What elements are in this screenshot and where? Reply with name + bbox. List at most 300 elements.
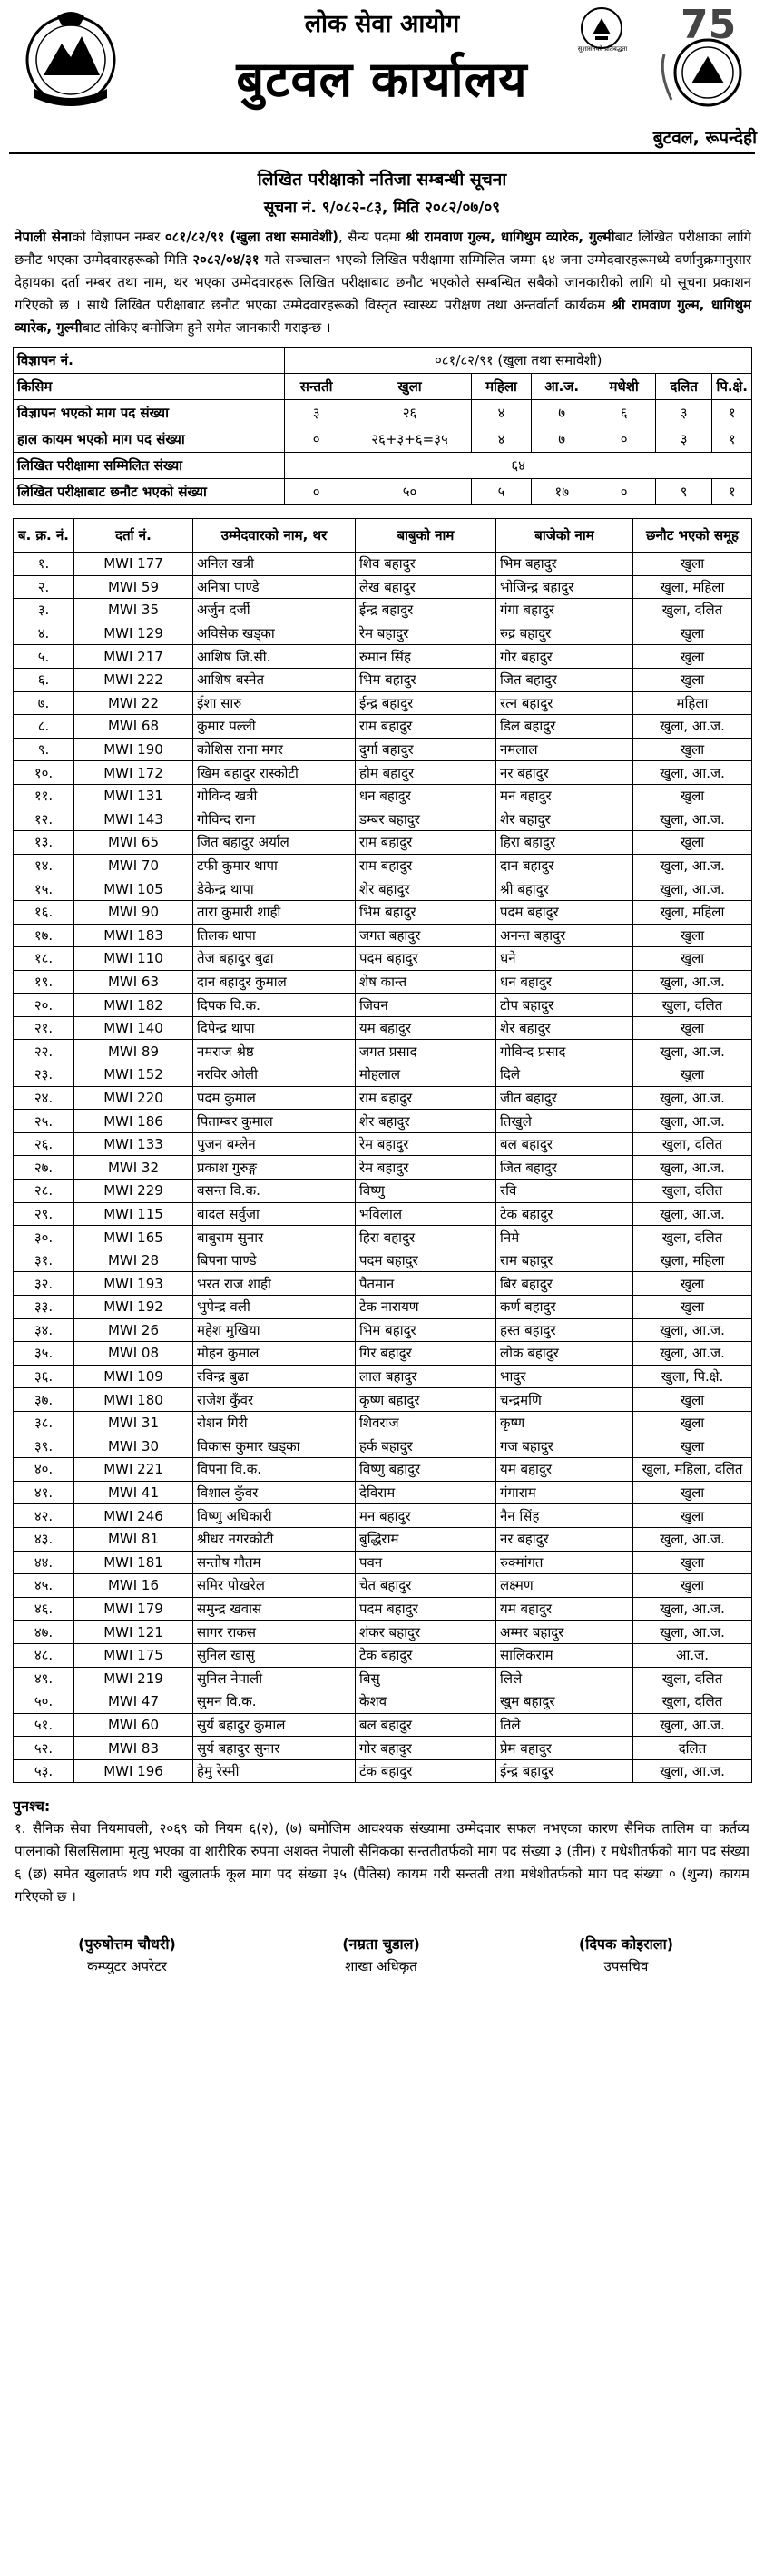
table-row: [14, 1086, 752, 1110]
cell: २६: [348, 400, 471, 426]
table-cell: MWI 110: [74, 947, 193, 971]
table-row: [14, 575, 752, 599]
table-cell: भोजिन्द्र बहादुर: [496, 575, 633, 599]
paragraph-segment: गते सञ्चालन भएको लिखित परीक्षामा सम्मिलित जम्मा ६४ जना उम्मेदवारहरूमध्ये वर्णानुक्रमानुसार देहायका दर्ता नम्बर तथा नाम, थर भएका उम्मेदवारहरू लिखित परीक्षाबाट छनौट भएकोले सम्बन्धित सबैको जानकारीको लागि यो सूचना प्रकाशन गरिएको छ । साथै लिखित परीक्षाबाट छनौट भएका उम्मेदवारहरूको विस्तृत स्वास्थ्य परीक्षण तथा अन्तर्वार्ता कार्यक्रम: [15, 251, 751, 313]
table-cell: ४६.: [14, 1597, 74, 1621]
table-cell: सालिकराम: [496, 1643, 633, 1667]
table-cell: MWI 65: [74, 831, 193, 855]
table-cell: लक्ष्मण: [496, 1574, 633, 1598]
table-cell: MWI 181: [74, 1551, 193, 1574]
table-cell: समुन्द्र खवास: [193, 1597, 356, 1621]
cell: २६+३+६=३५: [348, 426, 471, 453]
table-cell: १.: [14, 553, 74, 576]
signature: [27, 1934, 227, 1975]
table-cell: MWI 219: [74, 1667, 193, 1690]
table-cell: पुजन बम्लेन: [193, 1132, 356, 1156]
summary-row-selected: [14, 479, 752, 505]
table-cell: MWI 175: [74, 1643, 193, 1667]
table-cell: हेमु रेस्मी: [193, 1759, 356, 1783]
table-cell: MWI 31: [74, 1411, 193, 1435]
table-cell: विष्णु बहादुर: [356, 1458, 496, 1482]
table-cell: सुनिल खासु: [193, 1643, 356, 1667]
table-cell: ४४.: [14, 1551, 74, 1574]
table-cell: दलित: [633, 1737, 752, 1760]
row-label: हाल कायम भएको माग पद संख्या: [14, 426, 285, 453]
header: [0, 0, 764, 154]
table-row: [14, 1318, 752, 1342]
table-cell: जित बहादुर: [496, 1156, 633, 1180]
table-row: [14, 1342, 752, 1366]
table-cell: जित बहादुर अर्याल: [193, 831, 356, 855]
table-cell: २१.: [14, 1016, 74, 1040]
table-cell: नर बहादुर: [496, 761, 633, 785]
table-cell: MWI 179: [74, 1597, 193, 1621]
cell: १: [712, 426, 752, 453]
table-row: [14, 1527, 752, 1551]
paragraph-segment: को विज्ञापन नम्बर: [72, 229, 165, 245]
table-cell: रोशन गिरी: [193, 1411, 356, 1435]
table-cell: भिम बहादुर: [356, 668, 496, 691]
table-cell: ४७.: [14, 1621, 74, 1644]
cell: ०: [593, 426, 655, 453]
table-cell: खुला: [633, 553, 752, 576]
table-cell: रेम बहादुर: [356, 622, 496, 645]
table-cell: प्रेम बहादुर: [496, 1737, 633, 1760]
signatory-designation: उपसचिव: [603, 1958, 649, 1975]
table-cell: ईशा सारु: [193, 691, 356, 715]
table-cell: MWI 183: [74, 924, 193, 947]
table-cell: नमराज श्रेष्ठ: [193, 1040, 356, 1063]
table-cell: दान बहादुर: [496, 854, 633, 877]
table-cell: MWI 35: [74, 599, 193, 622]
table-cell: खुला: [633, 1388, 752, 1412]
table-cell: ५१.: [14, 1713, 74, 1737]
table-cell: खुला, महिला: [633, 1249, 752, 1272]
table-cell: रेम बहादुर: [356, 1132, 496, 1156]
table-cell: दान बहादुर कुमाल: [193, 970, 356, 994]
table-row: [14, 947, 752, 971]
table-cell: सुर्य बहादुर सुनार: [193, 1737, 356, 1760]
table-cell: खुला, आ.ज.: [633, 761, 752, 785]
table-row: [14, 761, 752, 785]
table-cell: गोर बहादुर: [356, 1737, 496, 1760]
table-row: [14, 1551, 752, 1574]
table-cell: २५.: [14, 1110, 74, 1133]
table-cell: ३८.: [14, 1411, 74, 1435]
table-cell: अनन्त बहादुर: [496, 924, 633, 947]
table-cell: १५.: [14, 877, 74, 901]
table-cell: MWI 68: [74, 715, 193, 739]
table-cell: यम बहादुर: [496, 1597, 633, 1621]
paragraph-segment: , सैन्य पदमा: [338, 229, 406, 245]
table-row: [14, 1411, 752, 1435]
table-cell: खुला, आ.ज.: [633, 1086, 752, 1110]
cell: ३: [285, 400, 348, 426]
table-cell: भादुर: [496, 1365, 633, 1388]
table-cell: विशाल कुँवर: [193, 1481, 356, 1504]
table-cell: पैतमान: [356, 1272, 496, 1296]
table-cell: रुमान सिंह: [356, 645, 496, 669]
table-row: [14, 1156, 752, 1180]
cell: ३: [655, 400, 712, 426]
table-cell: यम बहादुर: [356, 1016, 496, 1040]
table-cell: अम्मर बहादुर: [496, 1621, 633, 1644]
table-cell: दिपेन्द्र थापा: [193, 1016, 356, 1040]
table-cell: खुला: [633, 645, 752, 669]
ad-label: विज्ञापन नं.: [14, 348, 285, 374]
table-cell: १२.: [14, 808, 74, 831]
table-cell: २२.: [14, 1040, 74, 1063]
table-row: [14, 1202, 752, 1226]
table-row: [14, 1574, 752, 1598]
table-cell: तिले: [496, 1713, 633, 1737]
table-cell: MWI 90: [74, 900, 193, 924]
table-cell: MWI 220: [74, 1086, 193, 1110]
row-label: विज्ञापन भएको माग पद संख्या: [14, 400, 285, 426]
table-cell: राम बहादुर: [356, 1086, 496, 1110]
table-cell: ३१.: [14, 1249, 74, 1272]
signatory-designation: शाखा अधिकृत: [345, 1958, 417, 1975]
table-cell: यम बहादुर: [496, 1458, 633, 1482]
table-cell: MWI 81: [74, 1527, 193, 1551]
table-cell: पदम बहादुर: [356, 947, 496, 971]
table-cell: खुला, आ.ज.: [633, 854, 752, 877]
cell: ४: [472, 400, 532, 426]
table-cell: खुला: [633, 1296, 752, 1319]
table-cell: खुला, आ.ज.: [633, 715, 752, 739]
table-row: [14, 645, 752, 669]
signature-block: [0, 1934, 764, 2006]
table-cell: शेष कान्त: [356, 970, 496, 994]
table-cell: बिर बहादुर: [496, 1272, 633, 1296]
svg-text:75: 75: [681, 2, 737, 48]
table-cell: ४०.: [14, 1458, 74, 1482]
table-row: [14, 1016, 752, 1040]
col-header: पि.क्षे.: [712, 374, 752, 400]
table-cell: जगत प्रसाद: [356, 1040, 496, 1063]
table-cell: खिम बहादुर रास्कोटी: [193, 761, 356, 785]
table-row: [14, 1272, 752, 1296]
table-cell: हर्क बहादुर: [356, 1435, 496, 1458]
table-cell: १४.: [14, 854, 74, 877]
table-cell: ४१.: [14, 1481, 74, 1504]
table-cell: खुला, आ.ज.: [633, 1110, 752, 1133]
table-row: [14, 1737, 752, 1760]
table-cell: खुला: [633, 1504, 752, 1528]
paragraph-segment: नेपाली सेना: [15, 229, 73, 245]
table-cell: ६.: [14, 668, 74, 691]
table-row: [14, 970, 752, 994]
table-cell: MWI 182: [74, 994, 193, 1017]
table-cell: ८.: [14, 715, 74, 739]
table-cell: दुर्गा बहादुर: [356, 738, 496, 761]
table-cell: शंकर बहादुर: [356, 1621, 496, 1644]
table-cell: MWI 59: [74, 575, 193, 599]
table-cell: पदम बहादुर: [356, 1597, 496, 1621]
table-cell: ३६.: [14, 1365, 74, 1388]
table-cell: खुला, आ.ज.: [633, 1156, 752, 1180]
table-cell: चन्द्रमणि: [496, 1388, 633, 1412]
paragraph-segment: श्री रामवाण गुल्म, धागिथुम व्यारेक, गुल्मी: [406, 229, 615, 245]
table-cell: ५२.: [14, 1737, 74, 1760]
table-cell: लेख बहादुर: [356, 575, 496, 599]
table-cell: खुला: [633, 1574, 752, 1598]
cell: ४: [472, 426, 532, 453]
table-cell: राम बहादुर: [356, 831, 496, 855]
table-cell: दिले: [496, 1063, 633, 1087]
table-cell: खुला: [633, 1481, 752, 1504]
table-cell: समिर पोखरेल: [193, 1574, 356, 1598]
table-cell: गिर बहादुर: [356, 1342, 496, 1366]
table-cell: टफी कुमार थापा: [193, 854, 356, 877]
table-cell: ११.: [14, 784, 74, 808]
table-cell: MWI 30: [74, 1435, 193, 1458]
table-cell: हिरा बहादुर: [496, 831, 633, 855]
table-cell: धन बहादुर: [356, 784, 496, 808]
table-cell: लिले: [496, 1667, 633, 1690]
table-cell: खुला, महिला, दलित: [633, 1458, 752, 1482]
table-cell: रवि: [496, 1180, 633, 1203]
table-cell: कुमार पल्ली: [193, 715, 356, 739]
col-header: मधेशी: [593, 374, 655, 400]
table-cell: डेकेन्द्र थापा: [193, 877, 356, 901]
table-cell: खुला, पि.क्षे.: [633, 1365, 752, 1388]
cell: ७: [531, 400, 593, 426]
table-cell: कोशिस राना मगर: [193, 738, 356, 761]
table-cell: MWI 221: [74, 1458, 193, 1482]
table-cell: रत्न बहादुर: [496, 691, 633, 715]
table-cell: MWI 180: [74, 1388, 193, 1412]
cell: ०: [285, 426, 348, 453]
table-cell: भुपेन्द्र वली: [193, 1296, 356, 1319]
table-cell: बल बहादुर: [356, 1713, 496, 1737]
table-cell: ४३.: [14, 1527, 74, 1551]
table-cell: १९.: [14, 970, 74, 994]
table-cell: शेर बहादुर: [496, 808, 633, 831]
col-header: दलित: [655, 374, 712, 400]
table-cell: शेर बहादुर: [356, 877, 496, 901]
table-cell: २७.: [14, 1156, 74, 1180]
table-cell: धने: [496, 947, 633, 971]
table-cell: खुला: [633, 1016, 752, 1040]
table-cell: टेक नारायण: [356, 1296, 496, 1319]
header-reg-no: दर्ता नं.: [74, 519, 193, 553]
table-row: [14, 1481, 752, 1504]
signatory-name: (दिपक कोइराला): [578, 1935, 674, 1954]
table-cell: लाल बहादुर: [356, 1365, 496, 1388]
table-cell: होम बहादुर: [356, 761, 496, 785]
table-cell: MWI 63: [74, 970, 193, 994]
table-cell: खुला, दलित: [633, 1226, 752, 1249]
table-cell: खुला, दलित: [633, 599, 752, 622]
table-cell: २३.: [14, 1063, 74, 1087]
appeared-label: लिखित परीक्षामा सम्मिलित संख्या: [14, 453, 285, 479]
table-cell: गोविन्द राना: [193, 808, 356, 831]
cell: ५०: [348, 479, 471, 505]
cell: ५: [472, 479, 532, 505]
table-cell: MWI 133: [74, 1132, 193, 1156]
table-cell: MWI 192: [74, 1296, 193, 1319]
col-header: महिला: [472, 374, 532, 400]
notice-number: सूचना नं. ९/०८२-८३, मिति २०८२/०७/०९: [263, 199, 501, 217]
table-cell: ३९.: [14, 1435, 74, 1458]
table-cell: नमलाल: [496, 738, 633, 761]
table-cell: कृष्ण बहादुर: [356, 1388, 496, 1412]
anniversary-75-logo: [653, 0, 760, 113]
ad-value: ०८१/८२/९१ (खुला तथा समावेशी): [285, 348, 752, 374]
table-cell: निमे: [496, 1226, 633, 1249]
notice-title: लिखित परीक्षाको नतिजा सम्बन्धी सूचना: [257, 170, 507, 190]
table-cell: MWI 229: [74, 1180, 193, 1203]
table-row: [14, 1063, 752, 1087]
header-name: उम्मेदवारको नाम, थर: [193, 519, 356, 553]
results-table: [13, 518, 752, 1783]
table-cell: २.: [14, 575, 74, 599]
col-header: आ.ज.: [531, 374, 593, 400]
table-cell: खुला, आ.ज.: [633, 808, 752, 831]
table-cell: गज बहादुर: [496, 1435, 633, 1458]
table-cell: ३.: [14, 599, 74, 622]
signatory-name: (नम्रता चुडाल): [342, 1935, 420, 1954]
table-cell: MWI 47: [74, 1690, 193, 1714]
table-cell: खुला, आ.ज.: [633, 1040, 752, 1063]
table-cell: ३७.: [14, 1388, 74, 1412]
table-row: [14, 1226, 752, 1249]
table-cell: अनिषा पाण्डे: [193, 575, 356, 599]
summary-row: [14, 400, 752, 426]
table-cell: रुक्मांगत: [496, 1551, 633, 1574]
table-cell: मन बहादुर: [356, 1504, 496, 1528]
table-cell: MWI 22: [74, 691, 193, 715]
table-cell: टेक बहादुर: [496, 1202, 633, 1226]
cell: ६: [593, 400, 655, 426]
table-cell: ईन्द्र बहादुर: [496, 1759, 633, 1783]
table-row: [14, 1110, 752, 1133]
table-cell: अविसेक खड्का: [193, 622, 356, 645]
results-body: [14, 553, 752, 1783]
table-cell: कर्ण बहादुर: [496, 1296, 633, 1319]
cell: ०: [593, 479, 655, 505]
table-cell: नैन सिंह: [496, 1504, 633, 1528]
table-cell: खुला, आ.ज.: [633, 970, 752, 994]
col-header: सन्तती: [285, 374, 348, 400]
table-cell: टोप बहादुर: [496, 994, 633, 1017]
table-cell: १३.: [14, 831, 74, 855]
table-cell: १७.: [14, 924, 74, 947]
table-cell: MWI 129: [74, 622, 193, 645]
table-cell: मन बहादुर: [496, 784, 633, 808]
table-cell: बादल सर्वुजा: [193, 1202, 356, 1226]
table-row: [14, 1435, 752, 1458]
cell: १: [712, 479, 752, 505]
table-cell: खुला: [633, 784, 752, 808]
table-cell: ४२.: [14, 1504, 74, 1528]
paragraph-segment: ०८१/८२/९१ (खुला तथा समावेशी): [164, 229, 338, 245]
table-cell: ४.: [14, 622, 74, 645]
table-cell: खुला, आ.ज.: [633, 1597, 752, 1621]
psc-seal-icon: [579, 5, 624, 51]
table-cell: ९.: [14, 738, 74, 761]
table-cell: खुला: [633, 947, 752, 971]
kisim-label: किसिम: [14, 374, 285, 400]
table-cell: २६.: [14, 1132, 74, 1156]
table-cell: टंक बहादुर: [356, 1759, 496, 1783]
table-cell: ५३.: [14, 1759, 74, 1783]
table-cell: खुला, दलित: [633, 1667, 752, 1690]
table-cell: विकास कुमार खड्का: [193, 1435, 356, 1458]
table-cell: जित बहादुर: [496, 668, 633, 691]
table-cell: तेज बहादुर बुढा: [193, 947, 356, 971]
table-cell: पदम कुमाल: [193, 1086, 356, 1110]
table-cell: देविराम: [356, 1481, 496, 1504]
table-cell: MWI 177: [74, 553, 193, 576]
table-cell: बल बहादुर: [496, 1132, 633, 1156]
table-cell: ईन्द्र बहादुर: [356, 691, 496, 715]
signature: [526, 1934, 726, 1975]
table-cell: MWI 190: [74, 738, 193, 761]
table-cell: MWI 121: [74, 1621, 193, 1644]
table-cell: केशव: [356, 1690, 496, 1714]
table-cell: बिपना पाण्डे: [193, 1249, 356, 1272]
table-cell: शेर बहादुर: [356, 1110, 496, 1133]
table-cell: सागर राकस: [193, 1621, 356, 1644]
table-row: [14, 1713, 752, 1737]
table-cell: २८.: [14, 1180, 74, 1203]
signature: [281, 1934, 481, 1975]
header-group: छनौट भएको समूह: [633, 519, 752, 553]
table-cell: गोर बहादुर: [496, 645, 633, 669]
table-row: [14, 691, 752, 715]
table-cell: खुला: [633, 1411, 752, 1435]
table-cell: धन बहादुर: [496, 970, 633, 994]
table-cell: खुला: [633, 1063, 752, 1087]
table-cell: तारा कुमारी शाही: [193, 900, 356, 924]
table-cell: खुला, आ.ज.: [633, 1202, 752, 1226]
table-cell: MWI 32: [74, 1156, 193, 1180]
table-cell: MWI 115: [74, 1202, 193, 1226]
table-cell: लोक बहादुर: [496, 1342, 633, 1366]
table-cell: बुद्धिराम: [356, 1527, 496, 1551]
table-cell: नर बहादुर: [496, 1527, 633, 1551]
table-cell: ३२.: [14, 1272, 74, 1296]
table-cell: १८.: [14, 947, 74, 971]
table-cell: सन्तोष गौतम: [193, 1551, 356, 1574]
table-cell: शिवराज: [356, 1411, 496, 1435]
table-row: [14, 831, 752, 855]
table-row: [14, 784, 752, 808]
table-row: [14, 1759, 752, 1783]
table-cell: हिरा बहादुर: [356, 1226, 496, 1249]
table-cell: रेम बहादुर: [356, 1156, 496, 1180]
table-cell: कृष्ण: [496, 1411, 633, 1435]
table-cell: MWI 26: [74, 1318, 193, 1342]
table-cell: रविन्द्र बुढा: [193, 1365, 356, 1388]
table-cell: आशिष जि.सी.: [193, 645, 356, 669]
table-cell: राम बहादुर: [496, 1249, 633, 1272]
table-cell: खुला, आ.ज.: [633, 1318, 752, 1342]
table-cell: खुला, दलित: [633, 1132, 752, 1156]
table-cell: खुला, आ.ज.: [633, 1342, 752, 1366]
signatory-designation: कम्प्युटर अपरेटर: [87, 1958, 167, 1975]
table-row: [14, 1690, 752, 1714]
table-cell: राम बहादुर: [356, 854, 496, 877]
table-cell: टेक बहादुर: [356, 1643, 496, 1667]
table-cell: राजेश कुँवर: [193, 1388, 356, 1412]
table-cell: MWI 152: [74, 1063, 193, 1087]
table-cell: राम बहादुर: [356, 715, 496, 739]
table-cell: मोहलाल: [356, 1063, 496, 1087]
table-cell: MWI 41: [74, 1481, 193, 1504]
